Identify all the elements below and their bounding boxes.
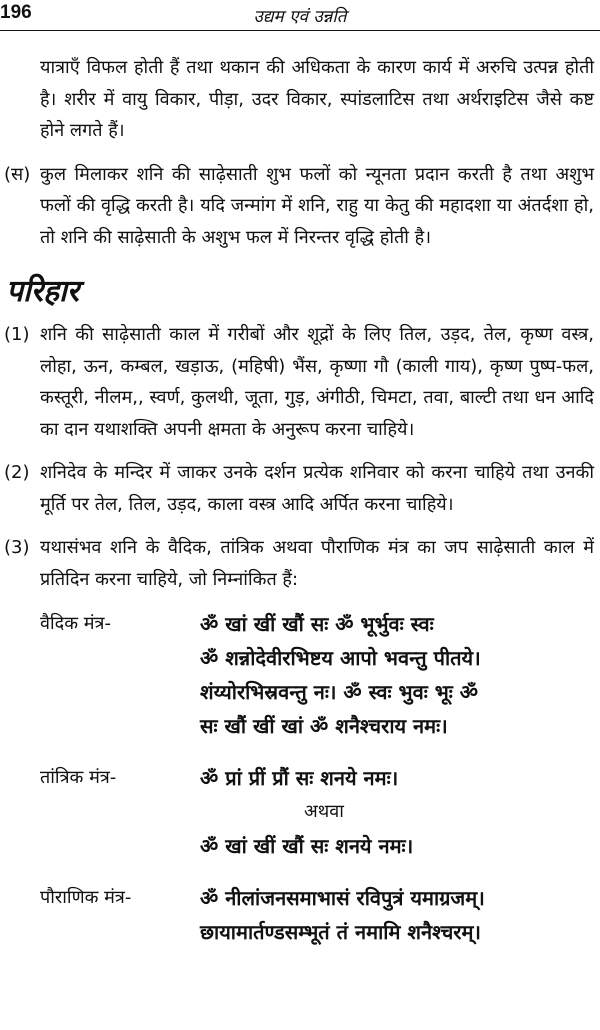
mantra-line: ॐ खां खीं खौं सः ॐ भूर्भुवः स्वः (200, 612, 434, 636)
continuation-paragraph (0, 52, 600, 147)
list-item-text: यथासंभव शनि के वैदिक, तांत्रिक अथवा पौराणिक मंत्र का जप साढ़ेसाती काल में प्रतिदिन करना चाहिये, जो निम्नांकित हैं: (40, 537, 594, 590)
tantric-mantra-block (0, 761, 600, 863)
list-item-text: शनि की साढ़ेसाती काल में गरीबों और शूद्रों के लिए तिल, उड़द, तेल, कृष्ण वस्त्र, लोहा, ऊन, कम्बल, खड़ाऊ, (महिषी) भैंस, कृष्णा गौ (काली गाय), कृष्ण पुष्प-फल, कस्तूरी, नीलम,, स्वर्ण, कुलथी, जूता, गुड़, अंगीठी, चिमटा, तवा, बाल्टी तथा धन आदि का दान यथाशक्ति अपनी क्षमता के अनुरूप करना चाहिये। (40, 324, 594, 440)
mantra-line: शंय्योरभिस्रवन्तु नः। ॐ स्वः भुवः भूः ॐ (200, 680, 478, 704)
mantra-lines (200, 607, 600, 743)
list-item (0, 457, 600, 520)
list-item-text: कुल मिलाकर शनि की साढ़ेसाती शुभ फलों को न्यूनता प्रदान करती है तथा अशुभ फलों की वृद्धि करती है। यदि जन्मांग में शनि, राहु या केतु की महादशा या अंतर्दशा हो, तो शनि की साढ़ेसाती के अशुभ फल में निरन्तर वृद्धि होती है। (40, 163, 594, 248)
mantra-label: पौराणिक मंत्र- (40, 887, 132, 908)
or-separator: अथवा (304, 801, 344, 822)
page-body (0, 52, 600, 967)
pauranic-mantra-block (0, 881, 600, 949)
mantra-line: ॐ प्रां प्रीं प्रौं सः शनये नमः। (200, 766, 399, 790)
mantra-line: ॐ खां खीं खौं सः शनये नमः। (200, 834, 414, 858)
header-rule (0, 30, 600, 31)
mantra-label: तांत्रिक मंत्र- (40, 767, 117, 788)
mantra-lines (200, 881, 600, 949)
mantra-line: छायामार्तण्डसम्भूतं तं नमामि शनैश्चरम्। (200, 920, 481, 944)
mantra-lines (200, 761, 600, 863)
mantra-line: ॐ नीलांजनसमाभासं रविपुत्रं यमाग्रजम्। (200, 886, 485, 910)
mantra-line: ॐ शन्नोदेवीरभिष्टय आपो भवन्तु पीतये। (200, 646, 481, 670)
section-heading: परिहार (6, 274, 80, 309)
list-item (0, 532, 600, 595)
list-item-text: शनिदेव के मन्दिर में जाकर उनके दर्शन प्रत्येक शनिवार को करना चाहिये तथा उनकी मूर्ति पर तेल, तिल, उड़द, काला वस्त्र आदि अर्पित करना चाहिये। (40, 462, 594, 515)
mantra-line: सः खौं खीं खां ॐ शनैश्चराय नमः। (200, 714, 448, 738)
page-number: 196 (0, 2, 32, 23)
vedic-mantra-block (0, 607, 600, 743)
mantra-label: वैदिक मंत्र- (40, 613, 111, 634)
list-marker: (2) (4, 462, 30, 483)
list-marker: (3) (4, 537, 30, 558)
list-item (0, 319, 600, 445)
running-header: उद्यम एवं उन्नति (253, 7, 347, 27)
list-marker: (स) (4, 163, 31, 185)
list-item-sa (0, 159, 600, 254)
list-marker: (1) (4, 324, 30, 345)
continuation-text: यात्राएँ विफल होती हैं तथा थकान की अधिकता के कारण कार्य में अरुचि उत्पन्न होती है। शरीर में वायु विकार, पीड़ा, उदर विकार, स्पांडलाटिस तथा अर्थराइटिस जैसे कष्ट होने लगते हैं। (40, 57, 594, 141)
